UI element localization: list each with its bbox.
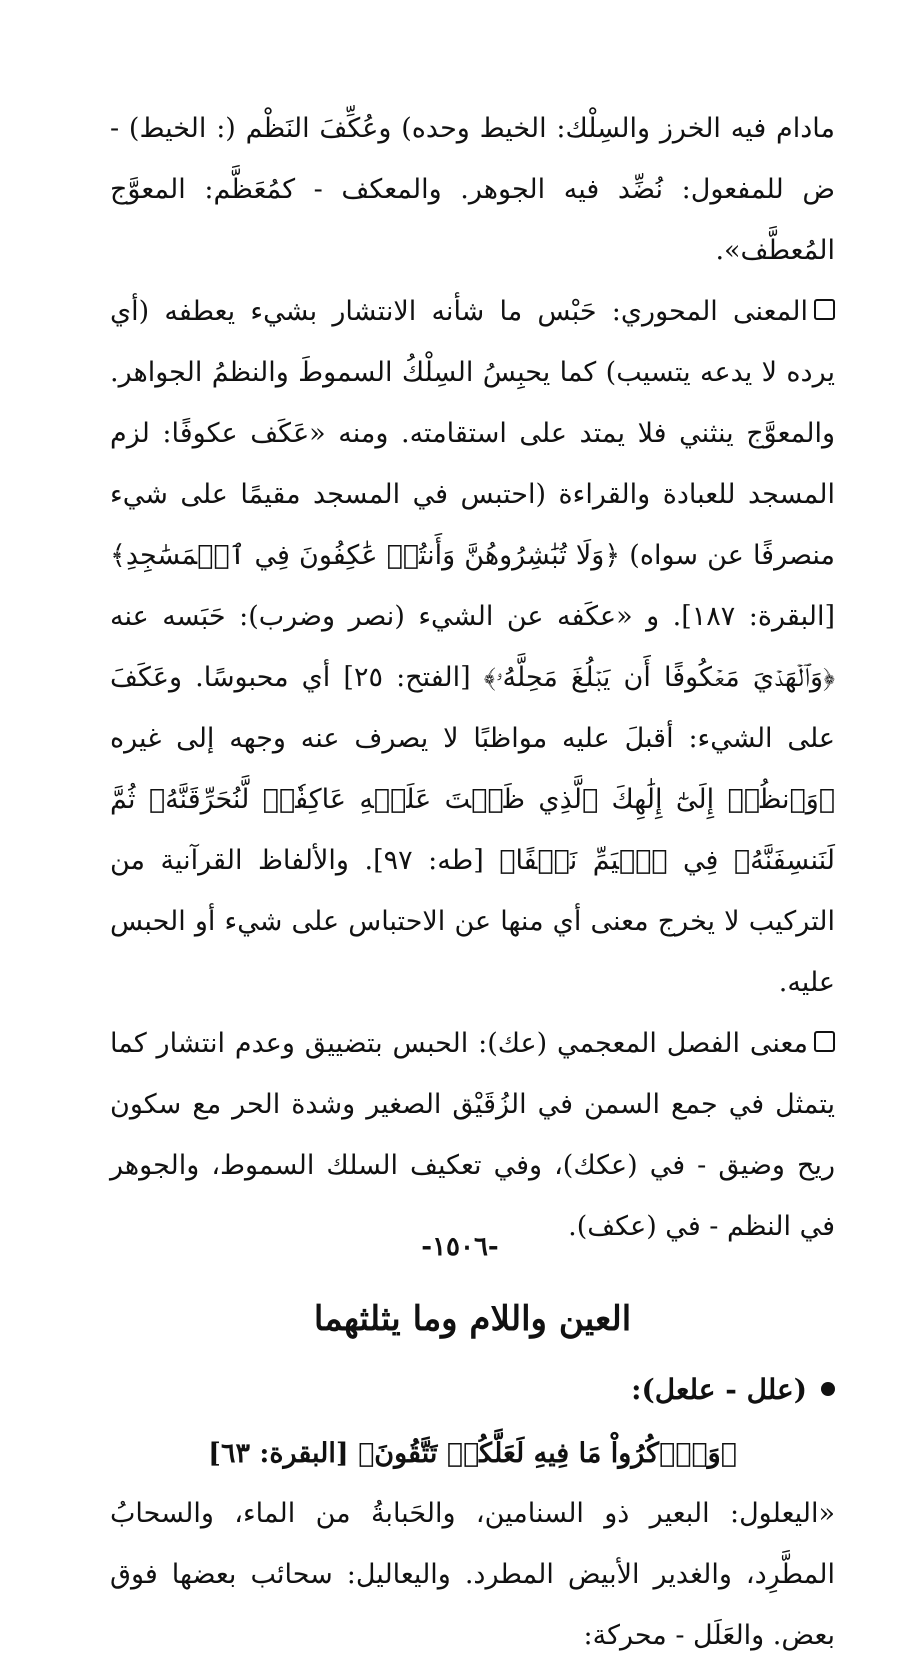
bullet-icon [821, 1382, 835, 1396]
section-heading: العين واللام وما يثلثهما [313, 1299, 632, 1339]
entry-label: (علل - علعل): [631, 1373, 807, 1406]
page-number: -١٥٠٦- [421, 1232, 499, 1262]
square-marker-icon [814, 1031, 835, 1052]
paragraph-lexical-chapter [110, 1013, 835, 1257]
entry-title [110, 1359, 835, 1421]
paragraph-central-meaning [110, 281, 835, 1013]
quran-verse: ﴿وَٱذۡكُرُواْ مَا فِيهِ لَعَلَّكُمۡ تَتَّقُونَ﴾ [البقرة: ٦٣] [208, 1438, 737, 1469]
paragraph-definitions: «اليعلول: البعير ذو السنامين، والحَبابةُ من الماء، والسحابُ المطَّرِد، والغدير الأبيض المطرد. واليعاليل: سحائب بعضها فوق بعض. والعَلَل - محركة: [110, 1498, 835, 1651]
square-marker-icon [814, 299, 835, 320]
paragraph-text: معنى الفصل المعجمي (عك): الحبس بتضييق وعدم انتشار كما يتمثل في جمع السمن في الزُقَيْق الصغير وشدة الحر مع سكون ريح وضيق - في (عكك)، وفي تعكيف السلك السموط، والجوهر في النظم - في (عكف). [110, 1028, 835, 1242]
book-page [110, 98, 836, 1651]
paragraph-continuation: مادام فيه الخرز والسِلْك: الخيط وحده) وعُكِّفَ النَظْم (: الخيط) - ض للمفعول: نُضِّد فيه الجوهر. والمعكف - كمُعَظَّم: المعوَّج المُعطَّف». [110, 113, 835, 266]
paragraph-text: المعنى المحوري: حَبْس ما شأنه الانتشار بشيء يعطفه (أي يرده لا يدعه يتسيب) كما يحبِسُ السِلْكُ السموطَ والنظمُ الجواهر. والمعوَّج ينثني فلا يمتد على استقامته. ومنه «عَكَف عكوفًا: لزم المسجد للعبادة والقراءة (احتبس في المسجد مقيمًا على شيء منصرفًا عن سواه) ﴿وَلَا تُبَٰشِرُوهُنَّ وَأَنتُمۡ عَٰكِفُونَ فِي ٱلۡمَسَٰجِدِ﴾ [البقرة: ١٨٧]. و «عكَفه عن الشيء (نصر وضرب): حَبَسه عنه ﴿وَٱلۡهَدۡيَ مَعۡكُوفًا أَن يَبۡلُغَ مَحِلَّهُۥ﴾ [الفتح: ٢٥] أي محبوسًا. وعَكَفَ على الشيء: أقبلَ عليه مواظبًا لا يصرف عنه وجهه إلى غيره ﴿وَٱنظُرۡ إِلَىٰٓ إِلَٰهِكَ ٱلَّذِي ظَلۡتَ عَلَيۡهِ عَاكِفٗاۖ لَّنُحَرِّقَنَّهُۥ ثُمَّ لَنَنسِفَنَّهُۥ فِي ٱلۡيَمِّ نَسۡفًا﴾ [طه: ٩٧]. والألفاظ القرآنية من التركيب لا يخرج معنى أي منها عن الاحتباس على شيء أو الحبس عليه. [110, 296, 836, 998]
